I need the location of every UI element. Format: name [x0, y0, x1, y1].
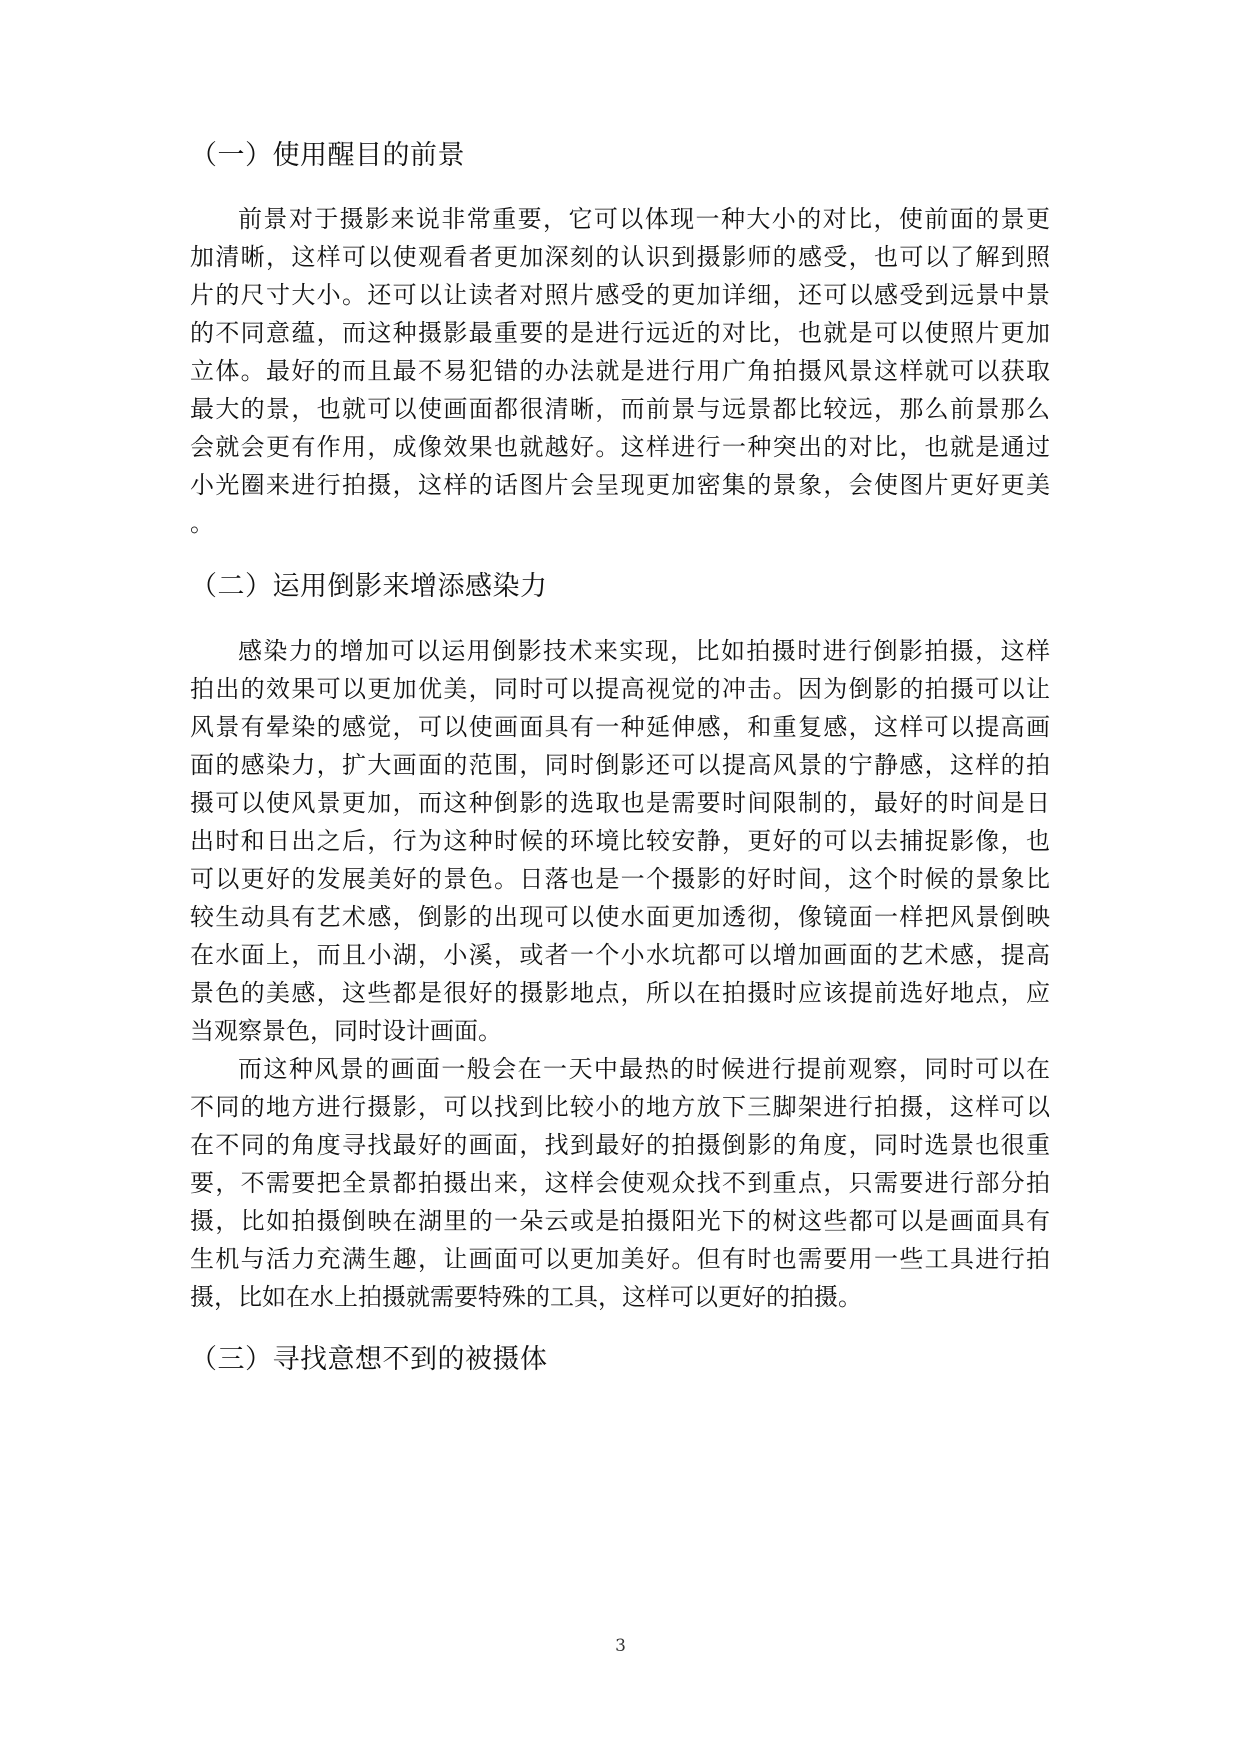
- paragraph-line: 风景有晕染的感觉，可以使画面具有一种延伸感，和重复感，这样可以提高画: [190, 713, 1050, 741]
- paragraph-line: 摄可以使风景更加，而这种倒影的选取也是需要时间限制的，最好的时间是日: [190, 789, 1050, 817]
- paragraph-line: 前景对于摄影来说非常重要，它可以体现一种大小的对比，使前面的景更: [238, 205, 1050, 233]
- paragraph-line: 最大的景，也就可以使画面都很清晰，而前景与远景都比较远，那么前景那么: [190, 395, 1050, 423]
- paragraph-line: 会就会更有作用，成像效果也就越好。这样进行一种突出的对比，也就是通过: [190, 433, 1050, 461]
- paragraph-line: 加清晰，这样可以使观看者更加深刻的认识到摄影师的感受，也可以了解到照: [190, 243, 1050, 271]
- section-heading: （二）运用倒影来增添感染力: [190, 571, 548, 602]
- paragraph-line: 当观察景色，同时设计画面。: [190, 1017, 502, 1045]
- paragraph-line: 不同的地方进行摄影，可以找到比较小的地方放下三脚架进行拍摄，这样可以: [190, 1093, 1050, 1121]
- section-heading: （一）使用醒目的前景: [190, 140, 465, 171]
- paragraph-line: 。: [190, 509, 214, 537]
- paragraph-line: 立体。最好的而且最不易犯错的办法就是进行用广角拍摄风景这样就可以获取: [190, 357, 1050, 385]
- paragraph-line: 小光圈来进行拍摄，这样的话图片会呈现更加密集的景象，会使图片更好更美: [190, 471, 1050, 499]
- paragraph-line: 拍出的效果可以更加优美，同时可以提高视觉的冲击。因为倒影的拍摄可以让: [190, 675, 1050, 703]
- paragraph-line: 片的尺寸大小。还可以让读者对照片感受的更加详细，还可以感受到远景中景: [190, 281, 1050, 309]
- section-heading: （三）寻找意想不到的被摄体: [190, 1344, 548, 1375]
- paragraph-line: 要，不需要把全景都拍摄出来，这样会使观众找不到重点，只需要进行部分拍: [190, 1169, 1050, 1197]
- paragraph-line: 在水面上，而且小湖，小溪，或者一个小水坑都可以增加画面的艺术感，提高: [190, 941, 1050, 969]
- paragraph-line: 的不同意蕴，而这种摄影最重要的是进行远近的对比，也就是可以使照片更加: [190, 319, 1050, 347]
- paragraph-line: 景色的美感，这些都是很好的摄影地点，所以在拍摄时应该提前选好地点，应: [190, 979, 1050, 1007]
- page-number: 3: [615, 1636, 626, 1656]
- paragraph-line: 在不同的角度寻找最好的画面，找到最好的拍摄倒影的角度，同时选景也很重: [190, 1131, 1050, 1159]
- paragraph-line: 可以更好的发展美好的景色。日落也是一个摄影的好时间，这个时候的景象比: [190, 865, 1050, 893]
- paragraph-line: 生机与活力充满生趣，让画面可以更加美好。但有时也需要用一些工具进行拍: [190, 1245, 1050, 1273]
- paragraph-line: 出时和日出之后，行为这种时候的环境比较安静，更好的可以去捕捉影像，也: [190, 827, 1050, 855]
- paragraph-line: 而这种风景的画面一般会在一天中最热的时候进行提前观察，同时可以在: [238, 1055, 1050, 1083]
- paragraph-line: 感染力的增加可以运用倒影技术来实现，比如拍摄时进行倒影拍摄，这样: [238, 637, 1050, 665]
- paragraph-line: 较生动具有艺术感，倒影的出现可以使水面更加透彻，像镜面一样把风景倒映: [190, 903, 1050, 931]
- paragraph-line: 摄，比如在水上拍摄就需要特殊的工具，这样可以更好的拍摄。: [190, 1283, 862, 1311]
- paragraph-line: 面的感染力，扩大画面的范围，同时倒影还可以提高风景的宁静感，这样的拍: [190, 751, 1050, 779]
- paragraph-line: 摄，比如拍摄倒映在湖里的一朵云或是拍摄阳光下的树这些都可以是画面具有: [190, 1207, 1050, 1235]
